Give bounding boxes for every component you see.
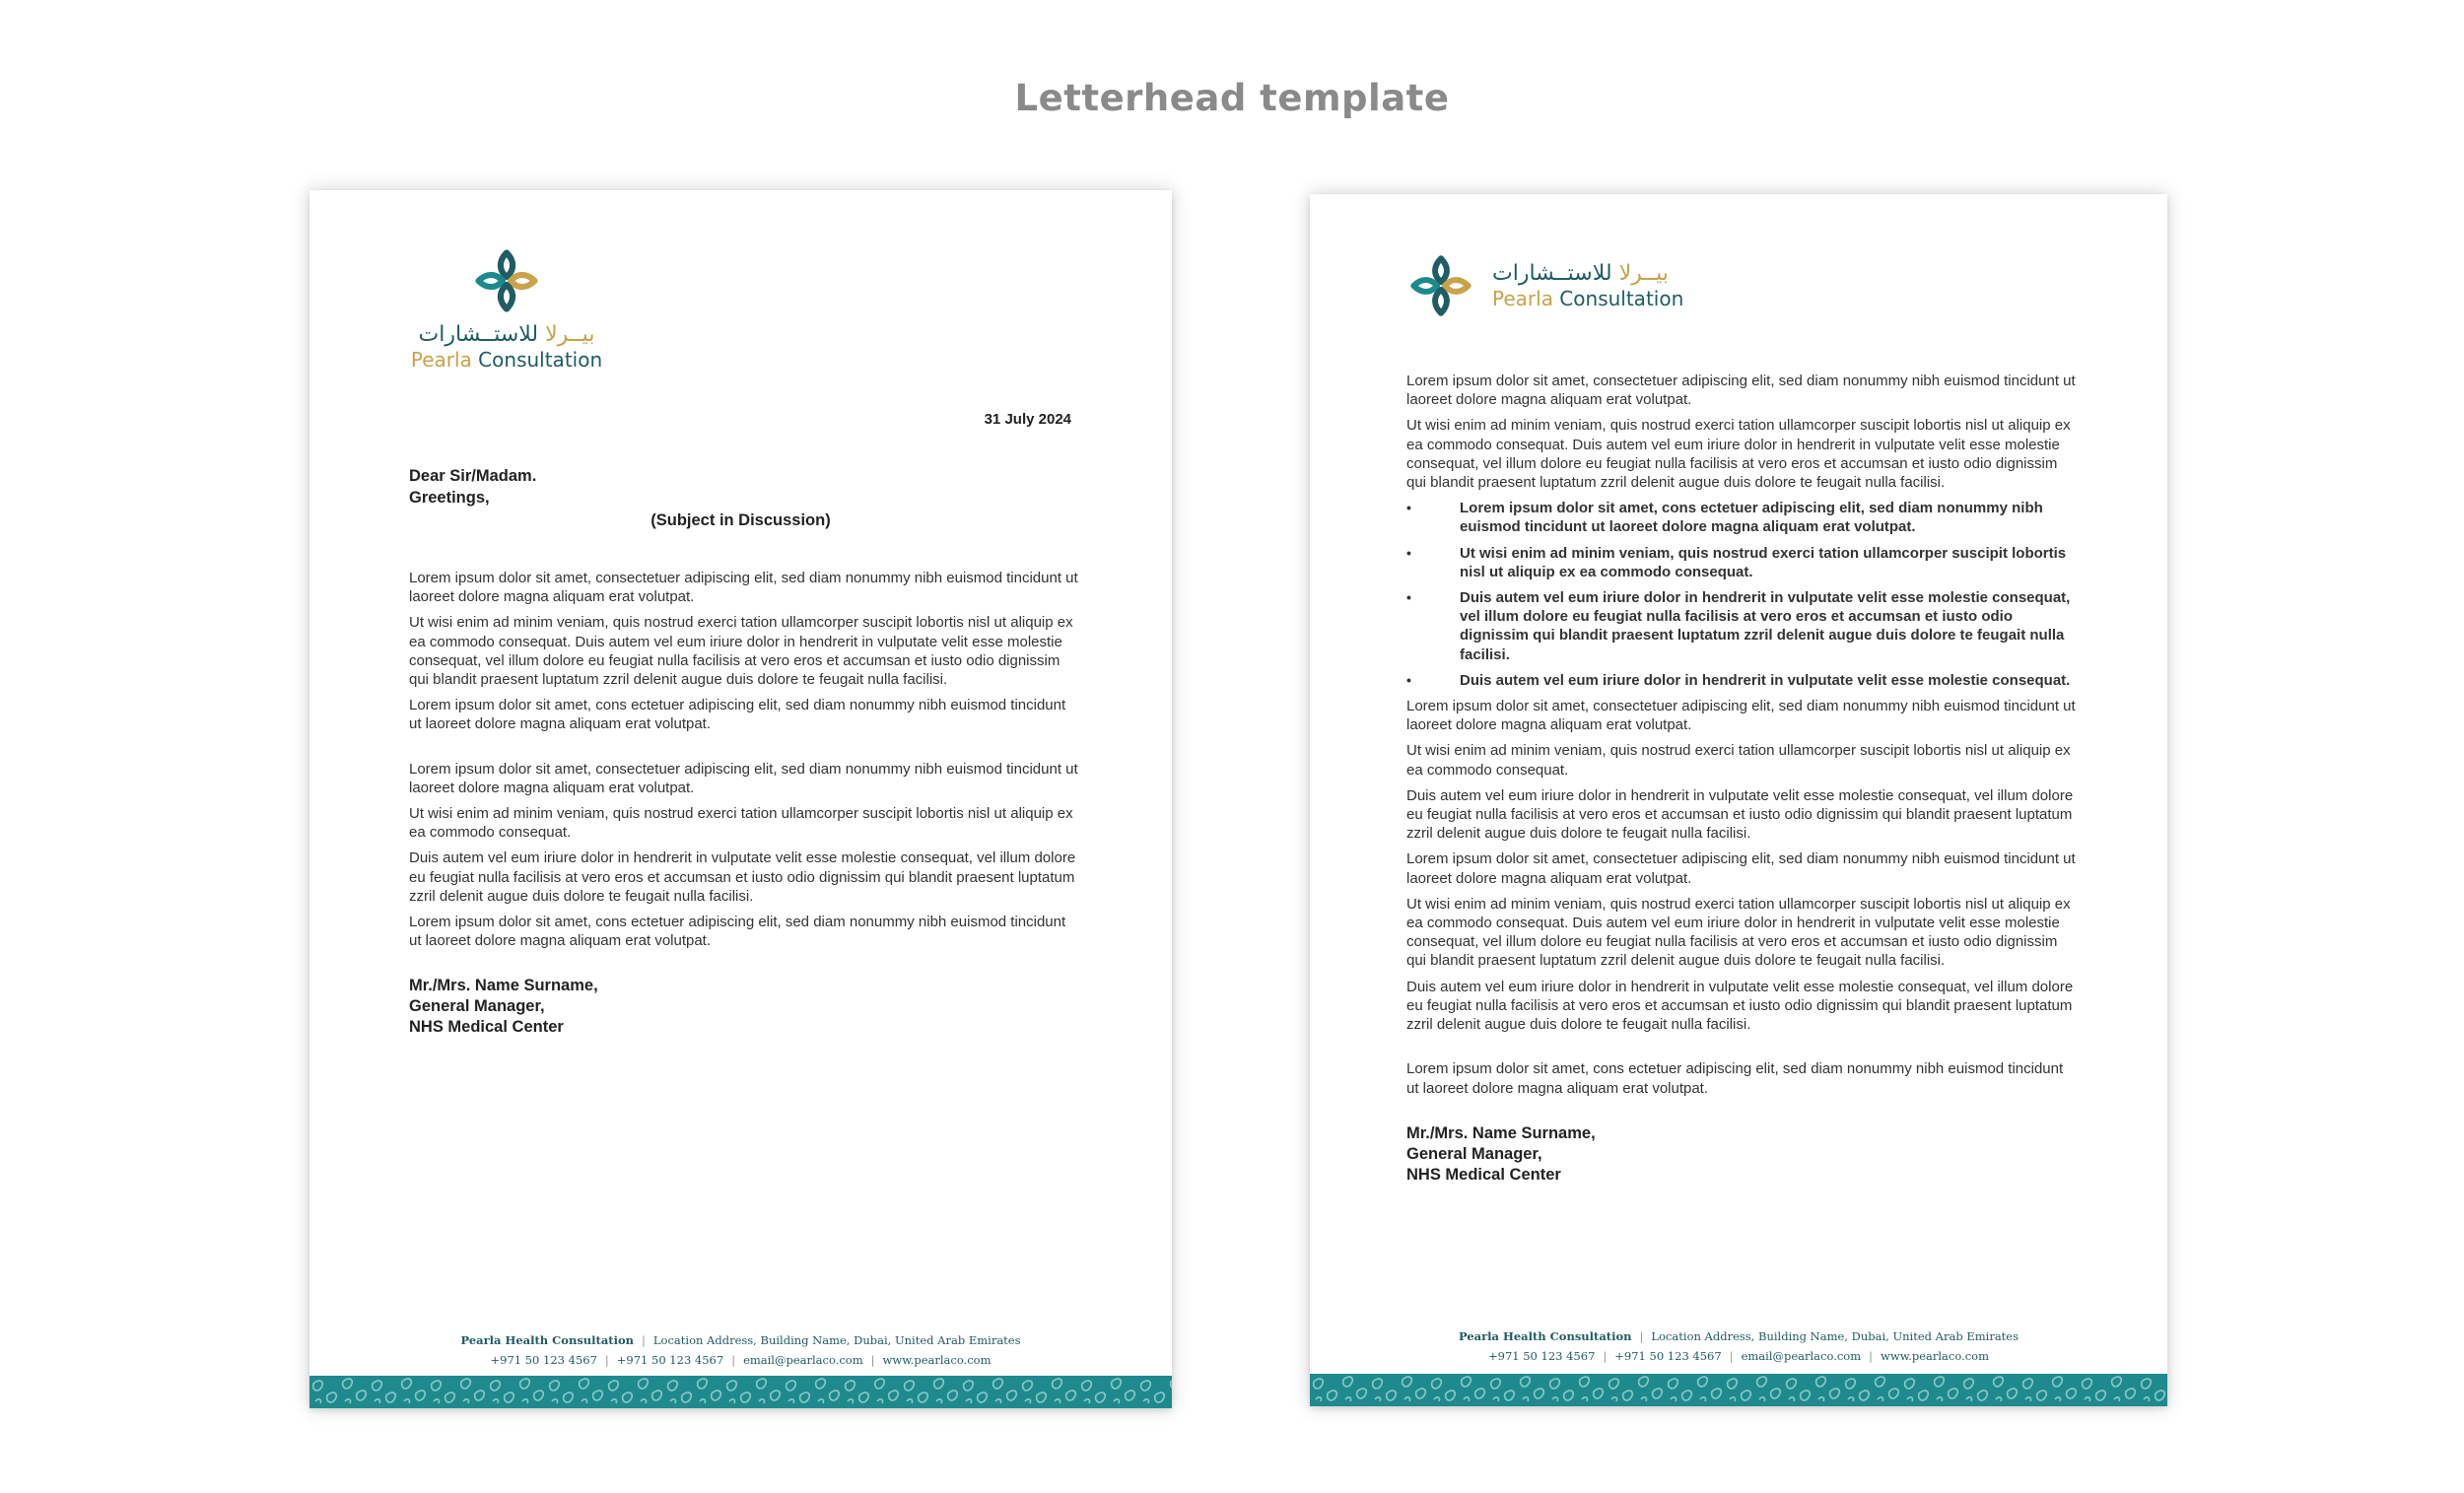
brand-arabic-gold: بيــرلا (1618, 261, 1669, 286)
footer-separator: | (1603, 1349, 1608, 1363)
bullet-item: • Duis autem vel eum iriure dolor in hendrerit in vulputate velit esse molestie consequat. (1406, 671, 2077, 690)
pattern-band-icon (1310, 1374, 2167, 1406)
brand-arabic-name (1492, 261, 1683, 287)
signature-block (409, 976, 1079, 1038)
brand-english-name (408, 348, 605, 372)
letter-date: 31 July 2024 (984, 411, 1071, 428)
footer-line-1 (1310, 1326, 2167, 1346)
letter-subject: (Subject in Discussion) (650, 511, 831, 529)
body-paragraph: Ut wisi enim ad minim veniam, quis nostrud exerci tation ullamcorper suscipit lobortis nisl ut aliquip ex ea commodo consequat. Duis autem vel eum iriure dolor in hendrerit in vulputate velit esse molestie consequat, vel illum dolore eu feugiat nulla facilisis at vero eros et accumsan et iusto odio dignissim qui blandit praesent luptatum zzril delenit augue duis dolore te feugait nulla facilisi. (1406, 417, 2071, 492)
footer-separator: | (1639, 1329, 1644, 1343)
body-paragraph: Lorem ipsum dolor sit amet, consectetuer adipiscing elit, sed diam nonummy nibh euismod tincidunt ut laoreet dolore magna aliquam erat volutpat. (409, 760, 1078, 796)
footer-pattern-band (309, 1376, 1172, 1408)
salutation: Dear Sir/Madam. (409, 467, 537, 485)
footer-pattern-band (1310, 1374, 2167, 1406)
body-paragraph: Lorem ipsum dolor sit amet, consectetuer adipiscing elit, sed diam nonummy nibh euismod tincidunt ut laoreet dolore magna aliquam erat volutpat. (1406, 850, 2076, 887)
body-paragraph: Ut wisi enim ad minim veniam, quis nostrud exerci tation ullamcorper suscipit lobortis nisl ut aliquip ex ea commodo consequat. Duis autem vel eum iriure dolor in hendrerit in vulputate velit esse molestie consequat, vel illum dolore eu feugiat nulla facilisis at vero eros et accumsan et iusto odio dignissim qui blandit praesent luptatum zzril delenit augue duis dolore te feugait nulla facilisi. (409, 614, 1073, 689)
body-paragraph: Duis autem vel eum iriure dolor in hendrerit in vulputate velit esse molestie consequat, vel illum dolore eu feugiat nulla facilisis at vero eros et accumsan et iusto odio dignissim qui blandit praesent luptatum zzril delenit augue duis dolore te feugait nulla facilisi. (1406, 786, 2074, 843)
body-paragraph: Ut wisi enim ad minim veniam, quis nostrud exerci tation ullamcorper suscipit lobortis nisl ut aliquip ex ea commodo consequat. (1406, 742, 2071, 779)
footer-separator: | (1869, 1349, 1874, 1363)
bullet-item: • Lorem ipsum dolor sit amet, cons ectetuer adipiscing elit, sed diam nonummy nibh euismod tincidunt ut laoreet dolore magna aliquam erat volutpat. (1406, 499, 2077, 536)
footer-website: www.pearlaco.com (882, 1353, 992, 1367)
signature-org: NHS Medical Center (1406, 1165, 1561, 1184)
footer-separator: | (870, 1353, 875, 1367)
brand-english-gold: Pearla (410, 348, 472, 372)
footer-separator: | (642, 1333, 646, 1347)
footer-line-2 (1310, 1346, 2167, 1366)
brand-text (1492, 261, 1683, 310)
pearla-logo-icon (473, 247, 540, 314)
brand-arabic-name (408, 322, 605, 348)
signature-block (1406, 1123, 2077, 1186)
body-paragraph: Duis autem vel eum iriure dolor in hendrerit in vulputate velit esse molestie consequat, vel illum dolore eu feugiat nulla facilisis at vero eros et accumsan et iusto odio dignissim qui blandit praesent luptatum zzril delenit augue duis dolore te feugait nulla facilisi. (409, 849, 1076, 905)
signature-name: Mr./Mrs. Name Surname, (1406, 1123, 1596, 1142)
signature-name: Mr./Mrs. Name Surname, (409, 977, 598, 995)
footer-email: email@pearlaco.com (743, 1353, 863, 1367)
body-paragraph: Lorem ipsum dolor sit amet, cons ectetuer adipiscing elit, sed diam nonummy nibh euismod tincidunt ut laoreet dolore magna aliquam erat volutpat. (1406, 1060, 2064, 1097)
pattern-band-icon (309, 1376, 1172, 1408)
footer-phone-2: +971 50 123 4567 (616, 1353, 724, 1367)
body-paragraph: Lorem ipsum dolor sit amet, cons ectetuer adipiscing elit, sed diam nonummy nibh euismod tincidunt ut laoreet dolore magna aliquam erat volutpat. (409, 914, 1066, 950)
brand-english-teal: Consultation (471, 348, 603, 372)
brand-english-gold: Pearla (1492, 287, 1553, 310)
footer-phone-2: +971 50 123 4567 (1614, 1349, 1722, 1363)
footer-phone-1: +971 50 123 4567 (490, 1353, 597, 1367)
body-paragraph: Ut wisi enim ad minim veniam, quis nostrud exerci tation ullamcorper suscipit lobortis nisl ut aliquip ex ea commodo consequat. Duis autem vel eum iriure dolor in hendrerit in vulputate velit esse molestie consequat, vel illum dolore eu feugiat nulla facilisis at vero eros et accumsan et iusto odio dignissim qui blandit praesent luptatum zzril delenit augue duis dolore te feugait nulla facilisi. (1406, 895, 2071, 970)
footer-address: Location Address, Building Name, Dubai, United Arab Emirates (652, 1333, 1021, 1347)
footer-phone-1: +971 50 123 4567 (1488, 1349, 1596, 1363)
footer-line-1 (309, 1330, 1172, 1350)
signature-title: General Manager, (1406, 1144, 1542, 1163)
footer-website: www.pearlaco.com (1881, 1349, 1989, 1363)
brand-arabic-teal: للاستــشارات (418, 322, 546, 347)
footer-company: Pearla Health Consultation (1458, 1329, 1632, 1343)
footer-email: email@pearlaco.com (1741, 1349, 1862, 1363)
footer-line-2 (309, 1350, 1172, 1370)
brand-arabic-teal: للاستــشارات (1492, 261, 1619, 286)
signature-org: NHS Medical Center (409, 1018, 564, 1037)
brand-arabic-gold: بيــرلا (545, 322, 595, 347)
brand-english-name (1492, 287, 1683, 310)
body-paragraph: Lorem ipsum dolor sit amet, consectetuer adipiscing elit, sed diam nonummy nibh euismod tincidunt ut laoreet dolore magna aliquam erat volutpat. (1406, 373, 2076, 409)
bullet-list (1406, 499, 2077, 690)
body-paragraph: Ut wisi enim ad minim veniam, quis nostrud exerci tation ullamcorper suscipit lobortis nisl ut aliquip ex ea commodo consequat. (409, 805, 1073, 842)
pearla-logo-icon (1408, 253, 1473, 318)
letter-body (409, 569, 1079, 1038)
page-title: Letterhead template (1014, 77, 1450, 119)
footer-contact (309, 1330, 1172, 1370)
letterhead-sheet-right (1310, 194, 2167, 1406)
greeting: Greetings, (409, 489, 490, 507)
footer-separator: | (1729, 1349, 1734, 1363)
footer-address: Location Address, Building Name, Dubai, United Arab Emirates (1651, 1329, 2019, 1343)
brand-logo (408, 247, 605, 372)
signature-title: General Manager, (409, 997, 545, 1016)
footer-company: Pearla Health Consultation (460, 1333, 635, 1347)
body-paragraph: Lorem ipsum dolor sit amet, consectetuer adipiscing elit, sed diam nonummy nibh euismod tincidunt ut laoreet dolore magna aliquam erat volutpat. (409, 570, 1078, 606)
footer-separator: | (604, 1353, 609, 1367)
footer-contact (1310, 1326, 2167, 1366)
bullet-item: • Duis autem vel eum iriure dolor in hendrerit in vulputate velit esse molestie consequat, vel illum dolore eu feugiat nulla facilisis at vero eros et accumsan et iusto odio dignissim qui blandit praesent luptatum zzril delenit augue duis dolore te feugait nulla facilisi. (1406, 588, 2077, 664)
salutation-block (409, 465, 536, 509)
body-paragraph: Lorem ipsum dolor sit amet, consectetuer adipiscing elit, sed diam nonummy nibh euismod tincidunt ut laoreet dolore magna aliquam erat volutpat. (1406, 698, 2076, 734)
body-paragraph: Duis autem vel eum iriure dolor in hendrerit in vulputate velit esse molestie consequat, vel illum dolore eu feugiat nulla facilisis at vero eros et accumsan et iusto odio dignissim qui blandit praesent luptatum zzril delenit augue duis dolore te feugait nulla facilisi. (1406, 978, 2074, 1034)
footer-separator: | (731, 1353, 736, 1367)
letterhead-sheet-left (309, 190, 1172, 1408)
bullet-item: • Ut wisi enim ad minim veniam, quis nostrud exerci tation ullamcorper suscipit lobortis nisl ut aliquip ex ea commodo consequat. (1406, 544, 2077, 581)
brand-english-teal: Consultation (1552, 287, 1684, 310)
letter-body (1406, 372, 2077, 1186)
body-paragraph: Lorem ipsum dolor sit amet, cons ectetuer adipiscing elit, sed diam nonummy nibh euismod tincidunt ut laoreet dolore magna aliquam erat volutpat. (409, 697, 1066, 733)
